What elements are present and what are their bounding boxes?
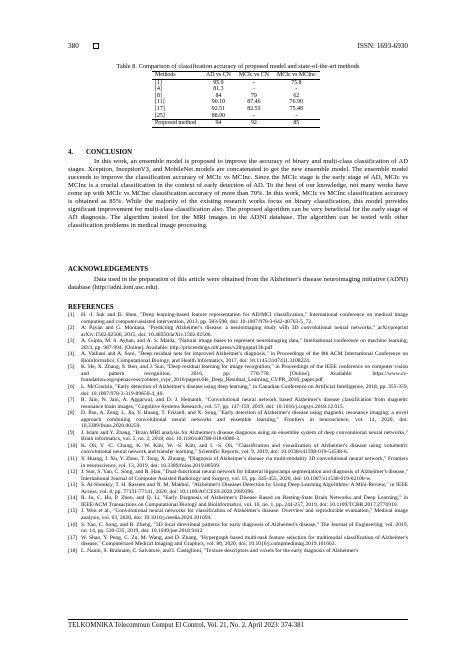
reference-number: [10] <box>68 442 78 449</box>
table-cell: 85 <box>273 120 320 128</box>
reference-number: [18] <box>68 547 78 554</box>
reference-item <box>68 535 408 548</box>
table-cell: 92.51 <box>211 105 226 112</box>
reference-text: L. McCrackin, "Early detection of Alzheimer's disease using deep learning," in Canadian Conference on Artificial Intelligence, 2018, pp. 355-359, doi: 10.1007/978-3-319-89656-4_40. <box>81 384 408 397</box>
reference-text: A. Payan and G. Montana, "Predicting Alzheimer's disease: a neuroimaging study with 3D convolutional neural networks," arXivpreprint arXiv:1502.02506, 2015, doi: 10.48550/arXiv.1502.02506. <box>81 325 408 338</box>
column-header: Methods <box>152 72 202 80</box>
reference-text: A. Valliani and A. Soni, "Deep residual nets for improved Alzheimer's diagnosis," in Proceedings of the 8th ACM International Conference on Bioinformatics, Computational Biology, and Health Informatics, 2017, doi: 10.1145/3107411.3108224. <box>81 351 408 364</box>
reference-item <box>68 482 408 495</box>
table-row-proposed <box>152 120 320 128</box>
reference-list <box>68 312 408 554</box>
table-cell: 76.90 <box>289 99 303 106</box>
reference-text: D. Pan, A. Zeng, L. Jia, Y. Huang, T. Frizzell, and X. Song, "Early detection of Alzheimer's disease using magnetic resonance imaging: a novel approach combining convolutional neural networks and ensemble learning," Frontiers in neuroscience, vol. 14, 2020, doi: 10.3389/fnins.2020.00259. <box>81 410 408 430</box>
table-row <box>152 86 320 93</box>
table-cell: - <box>252 79 255 86</box>
reference-number: [3] <box>68 338 75 345</box>
table-cell: 88.90 <box>202 113 235 120</box>
reference-item <box>68 495 408 508</box>
reference-number: [16] <box>68 521 78 528</box>
reference-item <box>68 397 408 410</box>
reference-item <box>68 522 408 535</box>
table-cell: 87.46 <box>247 99 261 106</box>
conclusion-heading <box>68 149 132 156</box>
reference-number: [15] <box>68 508 78 515</box>
table-row <box>152 93 320 100</box>
column-header: MCIc vs MCInc <box>273 72 320 80</box>
table-header-row <box>152 72 320 80</box>
column-header: AD vs CN <box>202 72 235 80</box>
reference-item <box>68 338 408 351</box>
table-caption: Table 8. Comparison of classification accuracy of proposed model and state-of-the-art methods <box>116 63 360 70</box>
square-icon <box>93 43 99 49</box>
table-row <box>152 99 320 106</box>
reference-text: Y. Huang, J. Xu, Y. Zhou, T. Tong, X. Zhuang, "Diagnosis of Alzheimer's disease via multi-modality 3D convolutional neural network," Frontiers in neuroscience, vol. 13, 2019, doi: 10.3389/fnins.2019.00509. <box>81 456 408 469</box>
reference-text: A. Gupta, M. S. Ayhan, and A. S. Maida, "Natural image bases to represent neuroimaging data," International conference on machine learning, 2013, pp. 987-994. [Online]. Available: http://proceedings.mlr.press/v28/gupta13b.pdf <box>81 338 408 351</box>
table-cell: 75.8 <box>291 79 302 86</box>
acknowledgements-heading: ACKNOWLEDGEMENTS <box>68 266 149 273</box>
table-cell: [17] <box>155 105 165 112</box>
reference-number: [6] <box>68 384 75 391</box>
comparison-table <box>152 71 320 128</box>
table-cell: 90.10 <box>211 99 226 106</box>
reference-text: J. Sun, S. Yan, C. Song, and B. Han, "Dual-functional neural network for bilateral hippocampi segmentation and diagnosis of Alzheimer's disease," International Journal of Computer Assisted Radiology and Surgery, vol. 15, pp. 445-455, 2020, doi: 10.1007/s11548-019-02106-w. <box>81 469 408 482</box>
reference-text: K. He, X. Zhang, S. Ren, and J. Sun, "Deep residual learning for image recognition," in Proceedings of the IEEE conference on computer vision and pattern recognition, 2016, pp. 770-778. [Online]. Available: https://www.cv-foundation.org/openaccess/content_cvpr_2016/papers/He_Deep_Residual_Learning_CVPR_2016_paper.pdf <box>81 364 408 384</box>
table-cell: 79 <box>250 92 257 99</box>
page-header <box>68 41 408 51</box>
reference-item <box>68 430 408 443</box>
table-cell: - <box>235 113 273 120</box>
reference-number: [8] <box>68 410 75 417</box>
reference-text: H. -I. Suk and D. Shen, "Deep learning-based feature representation for AD/MCI classification," International conference on medical image computing and computer-assisted intervention, 2013, pp. 583-590, doi: 10.1007/978-3-642-40763-5_72. <box>81 312 408 325</box>
reference-text: W. Shao, Y. Peng, C. Zu, M. Wang, and D. Zhang, "Hypergraph based multi-task feature selection for multimodal classification of Alzheimer's disease," Computerized Medical Imaging and Graphics, vol. 80, 2020, doi: 10.1016/j.compmedimag.2019.101663. <box>81 534 408 548</box>
reference-number: [9] <box>68 429 75 436</box>
reference-item <box>68 469 408 482</box>
reference-item <box>68 384 408 397</box>
table-cell: 95.9 <box>213 79 224 86</box>
table-row <box>152 79 320 86</box>
reference-item <box>68 508 408 521</box>
column-header: MCIc vs CN <box>235 72 273 80</box>
reference-number: [11] <box>68 456 78 463</box>
reference-number: [7] <box>68 397 75 404</box>
reference-text: J. Wen et al., "Convolutional neural networks for classification of Alzheimer's disease: Overview and reproducible evaluation," Medical image analysis, vol. 63, 2020, doi: 10.1016/j.media.2020.101694. <box>81 508 408 521</box>
table-cell: - <box>252 86 255 93</box>
reference-item <box>68 312 408 325</box>
reference-number: [13] <box>68 482 78 489</box>
table-cell: - <box>273 113 320 120</box>
conclusion-text: In this work, an ensemble model is proposed to improve the accuracy of binary and multi-class classification of AD stages. Xception, InceptionV3, and MobileNet models are concatenated to get the new ensemble model. The ensemble model succeeds to improve the classification accuracy of MCIc vs MCInc. Since the MCIc stage is the early stage of AD, MCIc vs MCInc is a crucial classification in the context of early detection of AD. To the best of our knowledge, not many works have come up with MCIc vs MCInc classification accuracy of more than 70%. In this work, MCIc vs MCInc classification accuracy is obtained as 85%. While the majority of the existing research works focus on binary classification, this model provides significant improvement for multi-class classification also. The proposed algorithm can be very beneficial for the early stage of AD diagnosis. The algorithm tested for the MRI images in the ADNI database. The algorithm can be tested with other classification problems in medical image processing. <box>68 158 408 229</box>
references-heading: REFERENCES <box>68 304 114 311</box>
page-number: 380 <box>68 42 79 50</box>
table-cell: 92 <box>235 120 273 128</box>
acknowledgements-text: Data used in the preparation of this article were obtained from the Alzheimer's disease neuroimaging initiative (ADNI) database (http://adni.loni.usc.edu). <box>68 276 408 291</box>
reference-number: [1] <box>68 312 75 318</box>
table-cell: 75.48 <box>289 105 303 112</box>
reference-number: [14] <box>68 495 78 502</box>
table-cell: 81.3 <box>213 86 224 93</box>
reference-text: S. Yan, C. Song, and B. Zheng, "3D local directional patterns for early diagnosis of Alzheimer's disease," The Journal of Engineering, vol. 2019, no. 14, pp. 530-535, 2019, doi: 10.1049/joe.2018.9412. <box>81 521 408 535</box>
table-cell: [1] <box>155 79 162 86</box>
table-cell: 84 <box>215 92 222 99</box>
reference-number: [17] <box>68 534 78 541</box>
table-cell: [8] <box>155 92 162 99</box>
reference-text: S. Al-Shoukry, T. H. Rassem and N. M. Makbol, "Alzheimer's Diseases Detection by Using Deep Learning Algorithms: A Mini-Review," in IEEE Access, vol. 8, pp. 77131-77141, 2020, doi: 10.1109/ACCESS.2020.2989396. <box>81 482 408 495</box>
table-row <box>152 106 320 113</box>
reference-number: [2] <box>68 325 75 332</box>
table-cell: [11] <box>155 99 165 106</box>
table-cell: 82.53 <box>247 105 261 112</box>
reference-item <box>68 548 408 555</box>
reference-text: J. Islam and Y. Zhang, "Brain MRI analysis for Alzheimer's disease diagnosis using an ensemble system of deep convolutional neural networks," Brain informatics, vol. 5, no. 2, 2018, doi: 10.1186/s40708-018-0080-3. <box>81 429 408 443</box>
table-cell: [25] <box>152 113 202 120</box>
reference-text: L. Nanni, S. Brahnam, C. Salvatore, and I. Castiglioni, "Texture descriptors and voxels for the early diagnosis of Alzheimer's <box>81 547 359 554</box>
table-cell: Proposed method <box>152 120 202 128</box>
reference-item <box>68 443 408 456</box>
section-number: 4. <box>68 149 74 156</box>
reference-item <box>68 364 408 384</box>
reference-item <box>68 325 408 338</box>
table-cell: - <box>295 86 298 93</box>
issn: ISSN: 1693-6930 <box>357 42 408 50</box>
table-cell: 62 <box>293 92 300 99</box>
reference-number: [12] <box>68 469 78 476</box>
page-footer <box>68 619 408 630</box>
section-title: CONCLUSION <box>86 149 133 156</box>
journal-citation: TELKOMNIKA Telecommun Comput El Control, Vol. 21, No. 2, April 2023: 374-381 <box>68 622 304 629</box>
reference-item <box>68 410 408 430</box>
reference-number: [5] <box>68 364 75 371</box>
reference-text: R. Jain, N. Jain, A. Aggarwal, and D. J. Hemanth, "Convolutional neural network based Alzheimer's disease classification from magnetic resonance brain images," Cognitive Systems Research, vol. 57, pp. 147-159, 2019, doi: 10.1016/j.cogsys.2018.12.015. <box>81 397 408 410</box>
table-cell: [4] <box>155 86 162 93</box>
reference-text: R. Ju, C. Hu, P. Zhou, and Q. Li, "Early Diagnosis of Alzheimer's Disease Based on Resting-State Brain Networks and Deep Learning," in IEEE/ACM Transactions on Computational Biology and Bioinformatics, vol. 16, no. 1, pp. 244-257, 2019, doi: 10.1109/TCBB.2017.2776910. <box>81 495 408 508</box>
reference-number: [4] <box>68 351 75 358</box>
table-cell: 94 <box>202 120 235 128</box>
header-left <box>68 42 99 50</box>
table-row <box>152 113 320 120</box>
reference-item <box>68 456 408 469</box>
reference-item <box>68 351 408 364</box>
reference-text: K. Oh, Y. -C. Chung, K. W. Kim, W. -S. Kim, and I. -S. Oh, "Classification and visualization of Alzheimer's disease using volumetric convolutional neural network and transfer learning," Scientific Reports, vol. 9, 2019, doi: 10.1038/s41598-019-54548-6. <box>81 442 408 456</box>
